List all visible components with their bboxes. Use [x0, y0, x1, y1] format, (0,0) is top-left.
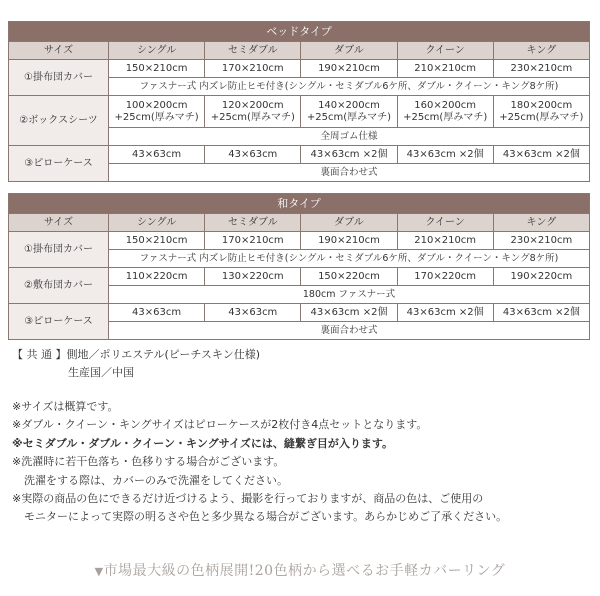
box-sheet-size: 120×200cm	[221, 99, 284, 111]
header-single: シングル	[109, 42, 205, 60]
table-cell: 170×210cm	[205, 60, 301, 78]
table-cell	[397, 96, 493, 128]
comforter-cover-note: ファスナー式 内ズレ防止ヒモ付き(シングル・セミダブル6ケ所、ダブル・クイーン・キング8ケ所)	[109, 250, 590, 268]
note-line: モニターによって実際の明るさや色と多少異なる場合がございます。あらかじめご了承ください。	[24, 510, 508, 524]
header-double: ダブル	[301, 214, 397, 232]
header-queen: クイーン	[397, 214, 493, 232]
header-single: シングル	[109, 214, 205, 232]
box-sheet-gusset: +25cm(厚みマチ)	[306, 111, 392, 123]
note-line: ※サイズは概算です。	[12, 400, 119, 413]
box-sheet-gusset: +25cm(厚みマチ)	[403, 111, 488, 123]
table-cell: 43×63cm ×2個	[493, 146, 589, 164]
table-cell: 190×210cm	[301, 60, 397, 78]
header-double: ダブル	[301, 42, 397, 60]
table-cell: 43×63cm	[205, 304, 301, 322]
table-cell: 230×210cm	[493, 60, 589, 78]
bed-table-title: ベッドタイプ	[9, 22, 590, 42]
table-cell	[205, 96, 301, 128]
pillow-case-note: 裏面合わせ式	[109, 164, 590, 182]
box-sheets-note: 全周ゴム仕様	[109, 128, 590, 146]
table-cell: 210×210cm	[397, 60, 493, 78]
table-cell: 43×63cm	[205, 146, 301, 164]
banner-text: 市場最大級の色柄展開!20色柄から選べるお手軽カバーリング	[103, 563, 506, 579]
table-cell: 43×63cm ×2個	[301, 304, 397, 322]
note-line: 洗濯をする際は、カバーのみで洗濯をしてください。	[24, 473, 288, 487]
table-cell: 43×63cm ×2個	[397, 304, 493, 322]
mattress-cover-note: 180cm ファスナー式	[109, 286, 590, 304]
box-sheet-gusset: +25cm(厚みマチ)	[499, 111, 584, 123]
table-cell: 130×220cm	[205, 268, 301, 286]
table-cell: 190×210cm	[301, 232, 397, 250]
bed-type-table	[8, 21, 590, 182]
header-king: キング	[493, 214, 589, 232]
table-cell: 210×210cm	[397, 232, 493, 250]
box-sheet-size: 140×200cm	[318, 99, 380, 111]
table-cell: 170×210cm	[205, 232, 301, 250]
footer-banner	[0, 560, 600, 580]
table-cell	[301, 96, 397, 128]
futon-table-title: 和タイプ	[9, 194, 590, 214]
table-cell: 150×210cm	[109, 60, 205, 78]
note-line: ※洗濯時に若干色落ち・色移りする場合がございます。	[12, 455, 285, 469]
origin-spec: 生産国／中国	[68, 366, 134, 379]
note-line: ※実際の商品の色にできるだけ近づけるよう、撮影を行っておりますが、商品の色は、ご使用の	[12, 492, 484, 506]
table-cell: 170×220cm	[397, 268, 493, 286]
header-semi-double: セミダブル	[205, 42, 301, 60]
row-label-comforter-cover: ①掛布団カバー	[9, 60, 109, 96]
row-label-box-sheets: ②ボックスシーツ	[9, 96, 109, 146]
header-semi-double: セミダブル	[205, 214, 301, 232]
box-sheet-size: 100×200cm	[125, 99, 188, 111]
header-queen: クイーン	[397, 42, 493, 60]
table-cell: 230×210cm	[493, 232, 589, 250]
table-cell: 150×220cm	[301, 268, 397, 286]
table-cell: 43×63cm	[109, 146, 205, 164]
box-sheet-size: 180×200cm	[510, 99, 573, 111]
table-cell: 150×210cm	[109, 232, 205, 250]
header-size: サイズ	[9, 42, 109, 60]
row-label-pillow-case: ③ピローケース	[9, 304, 109, 340]
comforter-cover-note: ファスナー式 内ズレ防止ヒモ付き(シングル・セミダブル6ケ所、ダブル・クイーン・キング8ケ所)	[109, 78, 590, 96]
row-label-comforter-cover: ①掛布団カバー	[9, 232, 109, 268]
note-line: ※ダブル・クイーン・キングサイズはピローケースが2枚付き4点セットとなります。	[12, 418, 428, 432]
common-spec	[12, 346, 592, 382]
futon-type-table	[8, 193, 590, 340]
box-sheet-gusset: +25cm(厚みマチ)	[114, 111, 199, 123]
table-cell	[109, 96, 205, 128]
box-sheet-gusset: +25cm(厚みマチ)	[210, 111, 295, 123]
table-cell: 110×220cm	[109, 268, 205, 286]
notes-section	[12, 398, 596, 527]
table-cell: 190×220cm	[493, 268, 589, 286]
table-cell: 43×63cm ×2個	[397, 146, 493, 164]
box-sheet-size: 160×200cm	[414, 99, 477, 111]
table-cell: 43×63cm	[109, 304, 205, 322]
row-label-pillow-case: ③ピローケース	[9, 146, 109, 182]
row-label-mattress-cover: ②敷布団カバー	[9, 268, 109, 304]
header-king: キング	[493, 42, 589, 60]
table-cell: 43×63cm ×2個	[301, 146, 397, 164]
down-triangle-icon: ▼	[94, 565, 104, 578]
note-line-bold: ※セミダブル・ダブル・クイーン・キングサイズには、縫繋ぎ目が入ります。	[12, 436, 393, 450]
table-cell	[493, 96, 589, 128]
material-spec: 【 共 通 】側地／ポリエステル(ピーチスキン仕様)	[12, 348, 261, 361]
header-size: サイズ	[9, 214, 109, 232]
pillow-case-note: 裏面合わせ式	[109, 322, 590, 340]
table-cell: 43×63cm ×2個	[493, 304, 589, 322]
